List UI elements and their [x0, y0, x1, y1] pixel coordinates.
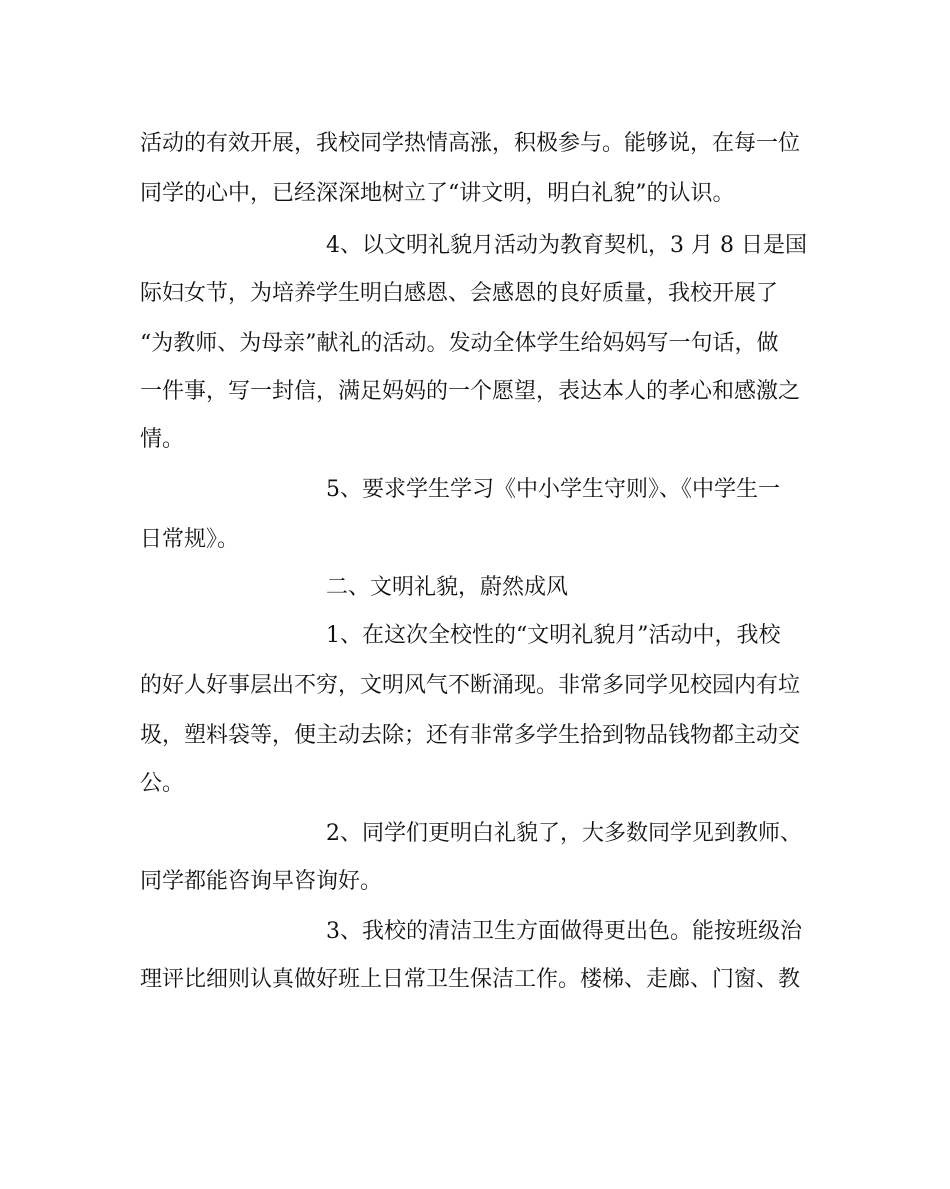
paragraph-start-line: 2、同学们更明白礼貌了，大多数同学见到教师、: [326, 821, 802, 846]
text-line: 公。: [140, 771, 185, 796]
paragraph-start-line: 1、在这次全校性的“文明礼貌月”活动中，我校: [326, 623, 781, 648]
paragraph-start-line: 4、以文明礼貌月活动为教育契机，3 月 8 日是国: [326, 233, 807, 258]
text-line: 理评比细则认真做好班上日常卫生保洁工作。楼梯、走廊、门窗、教: [140, 967, 801, 992]
text-line: 同学的心中，已经深深地树立了“讲文明，明白礼貌”的认识。: [140, 181, 735, 206]
text-line: 的好人好事层出不穷，文明风气不断涌现。非常多同学见校园内有垃: [140, 673, 801, 698]
text-line: 情。: [140, 427, 185, 452]
paragraph-start-line: 5、要求学生学习《中小学生守则》、《中学生一: [326, 477, 780, 502]
section-heading: 二、文明礼貌，蔚然成风: [326, 575, 569, 600]
text-line: 活动的有效开展，我校同学热情高涨，积极参与。能够说，在每一位: [140, 131, 801, 156]
text-line: 一件事，写一封信，满足妈妈的一个愿望，表达本人的孝心和感激之: [140, 379, 801, 404]
text-line: 圾，塑料袋等，便主动去除；还有非常多学生拾到物品钱物都主动交: [140, 723, 801, 748]
text-line: “为教师、为母亲”献礼的活动。发动全体学生给妈妈写一句话，做: [140, 331, 779, 356]
text-line: 际妇女节，为培养学生明白感恩、会感恩的良好质量，我校开展了: [140, 281, 779, 306]
text-line: 日常规》。: [140, 527, 240, 552]
paragraph-start-line: 3、我校的清洁卫生方面做得更出色。能按班级治: [326, 919, 802, 944]
text-line: 同学都能咨询早咨询好。: [140, 869, 383, 894]
